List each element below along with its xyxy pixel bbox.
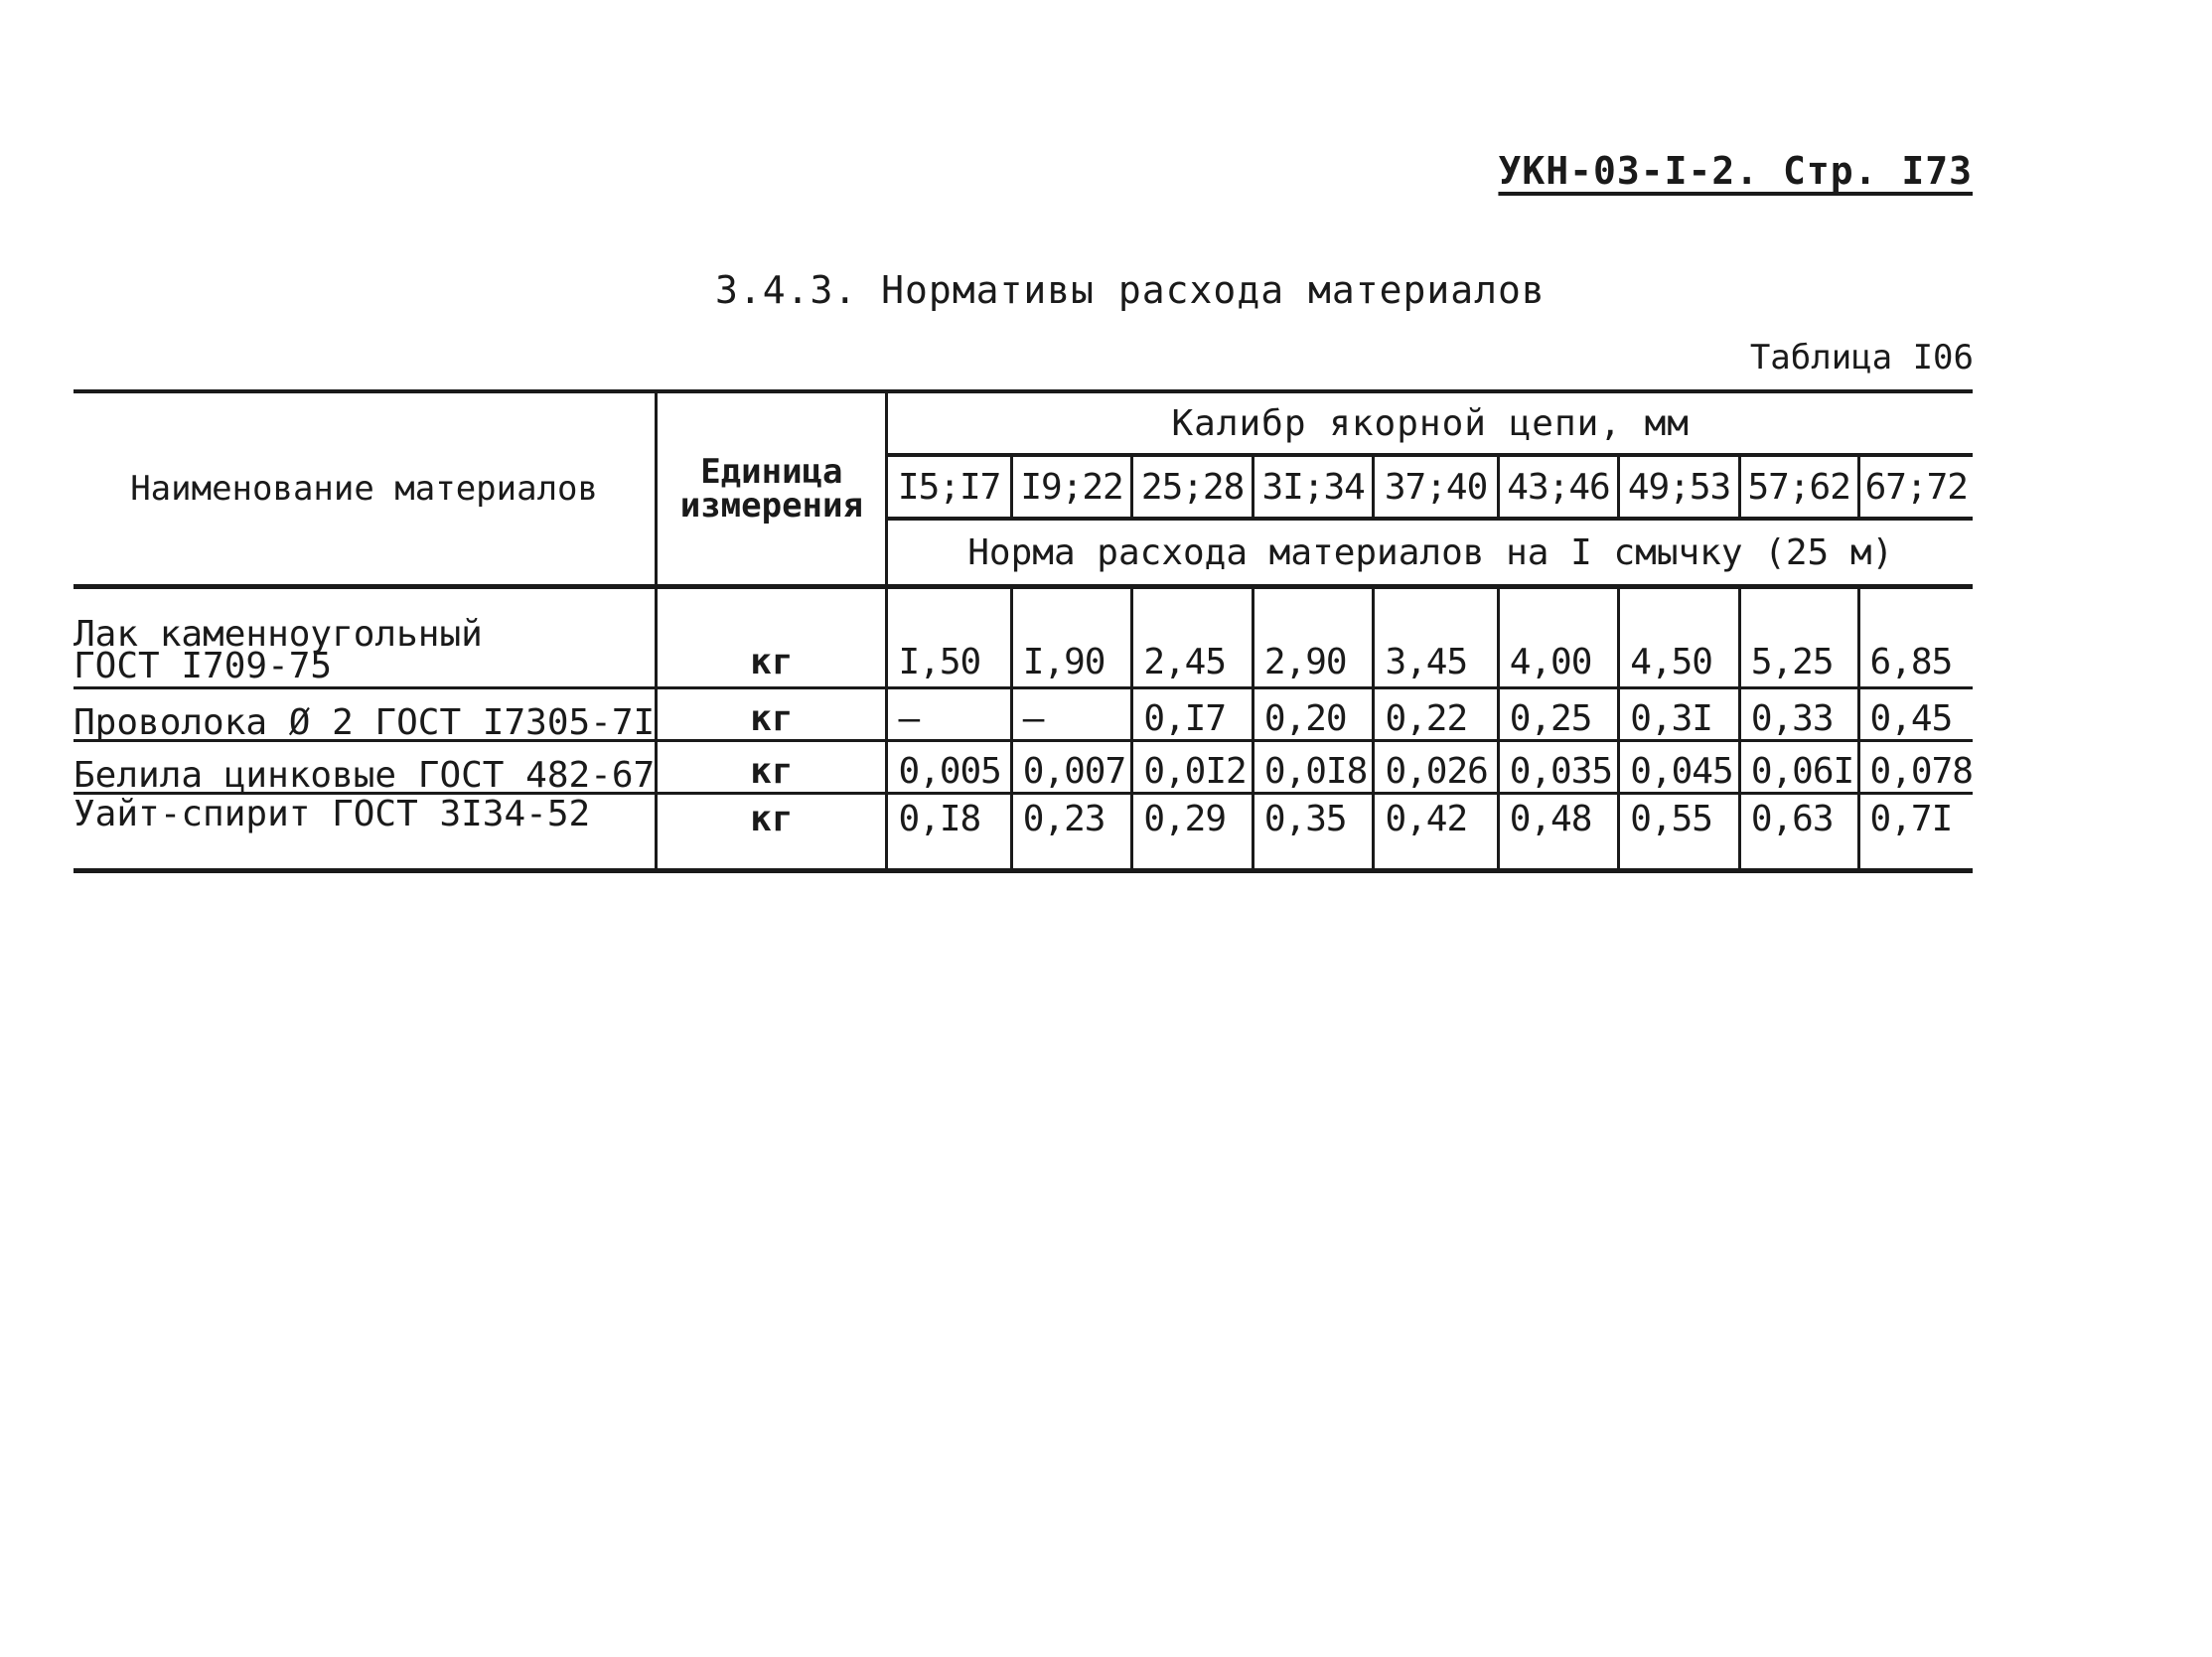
material-name-line: Лак каменноугольный	[74, 614, 483, 655]
value-cell: 4,50	[1619, 587, 1740, 688]
value-cell: 4,00	[1498, 587, 1619, 688]
value-cell: 0,I8	[887, 794, 1011, 871]
caliber-col: 37;40	[1374, 455, 1498, 519]
header-norm: Норма расхода материалов на I смычку (25 м)	[887, 519, 1973, 587]
caliber-col: 49;53	[1619, 455, 1740, 519]
value-cell: 0,29	[1132, 794, 1253, 871]
unit-cell: кг	[657, 741, 887, 794]
value-cell: 0,I7	[1132, 688, 1253, 741]
header-caliber: Калибр якорной цепи, мм	[887, 391, 1973, 455]
value-cell: 0,005	[887, 741, 1011, 794]
value-cell: 3,45	[1374, 587, 1498, 688]
caliber-col: 43;46	[1498, 455, 1619, 519]
value-cell: 0,48	[1498, 794, 1619, 871]
value-cell: 0,0I2	[1132, 741, 1253, 794]
value-cell: 0,045	[1619, 741, 1740, 794]
section-title: 3.4.3. Нормативы расхода материалов	[715, 268, 1546, 312]
material-name: Уайт-спирит ГОСТ 3I34-52	[74, 794, 657, 871]
value-cell: 2,90	[1253, 587, 1374, 688]
table-row	[74, 741, 1973, 794]
unit-cell: кг	[657, 688, 887, 741]
value-cell: I,50	[887, 587, 1011, 688]
value-cell: 0,33	[1739, 688, 1858, 741]
value-cell: 0,3I	[1619, 688, 1740, 741]
caliber-col: I9;22	[1011, 455, 1132, 519]
value-cell: 6,85	[1858, 587, 1973, 688]
value-cell: 5,25	[1739, 587, 1858, 688]
value-cell: 0,42	[1374, 794, 1498, 871]
value-cell: 2,45	[1132, 587, 1253, 688]
value-cell: 0,25	[1498, 688, 1619, 741]
value-cell: 0,078	[1858, 741, 1973, 794]
table-row	[74, 794, 1973, 871]
material-name: Белила цинковые ГОСТ 482-67	[74, 741, 657, 794]
header-name: Наименование материалов	[74, 391, 657, 587]
materials-norms-table	[74, 389, 1973, 873]
material-name	[74, 587, 657, 688]
value-cell: –	[1011, 688, 1132, 741]
value-cell: I,90	[1011, 587, 1132, 688]
unit-cell: кг	[657, 587, 887, 688]
table-row	[74, 688, 1973, 741]
value-cell: –	[887, 688, 1011, 741]
value-cell: 0,06I	[1739, 741, 1858, 794]
value-cell: 0,63	[1739, 794, 1858, 871]
caliber-col: 57;62	[1739, 455, 1858, 519]
caliber-col: 25;28	[1132, 455, 1253, 519]
caliber-col: I5;I7	[887, 455, 1011, 519]
caliber-col: 3I;34	[1253, 455, 1374, 519]
value-cell: 0,026	[1374, 741, 1498, 794]
header-unit: Единица измерения	[657, 391, 887, 587]
unit-cell: кг	[657, 794, 887, 871]
value-cell: 0,55	[1619, 794, 1740, 871]
table-caption: Таблица I06	[1749, 338, 1974, 377]
material-name-line: ГОСТ I709-75	[74, 646, 333, 686]
value-cell: 0,35	[1253, 794, 1374, 871]
caliber-col: 67;72	[1858, 455, 1973, 519]
table-row	[74, 587, 1973, 688]
page-reference: УКН-03-I-2. Стр. I73	[1498, 149, 1973, 193]
value-cell: 0,7I	[1858, 794, 1973, 871]
value-cell: 0,007	[1011, 741, 1132, 794]
value-cell: 0,0I8	[1253, 741, 1374, 794]
material-name: Проволока Ø 2 ГОСТ I7305-7I	[74, 688, 657, 741]
value-cell: 0,45	[1858, 688, 1973, 741]
value-cell: 0,23	[1011, 794, 1132, 871]
value-cell: 0,035	[1498, 741, 1619, 794]
value-cell: 0,20	[1253, 688, 1374, 741]
value-cell: 0,22	[1374, 688, 1498, 741]
